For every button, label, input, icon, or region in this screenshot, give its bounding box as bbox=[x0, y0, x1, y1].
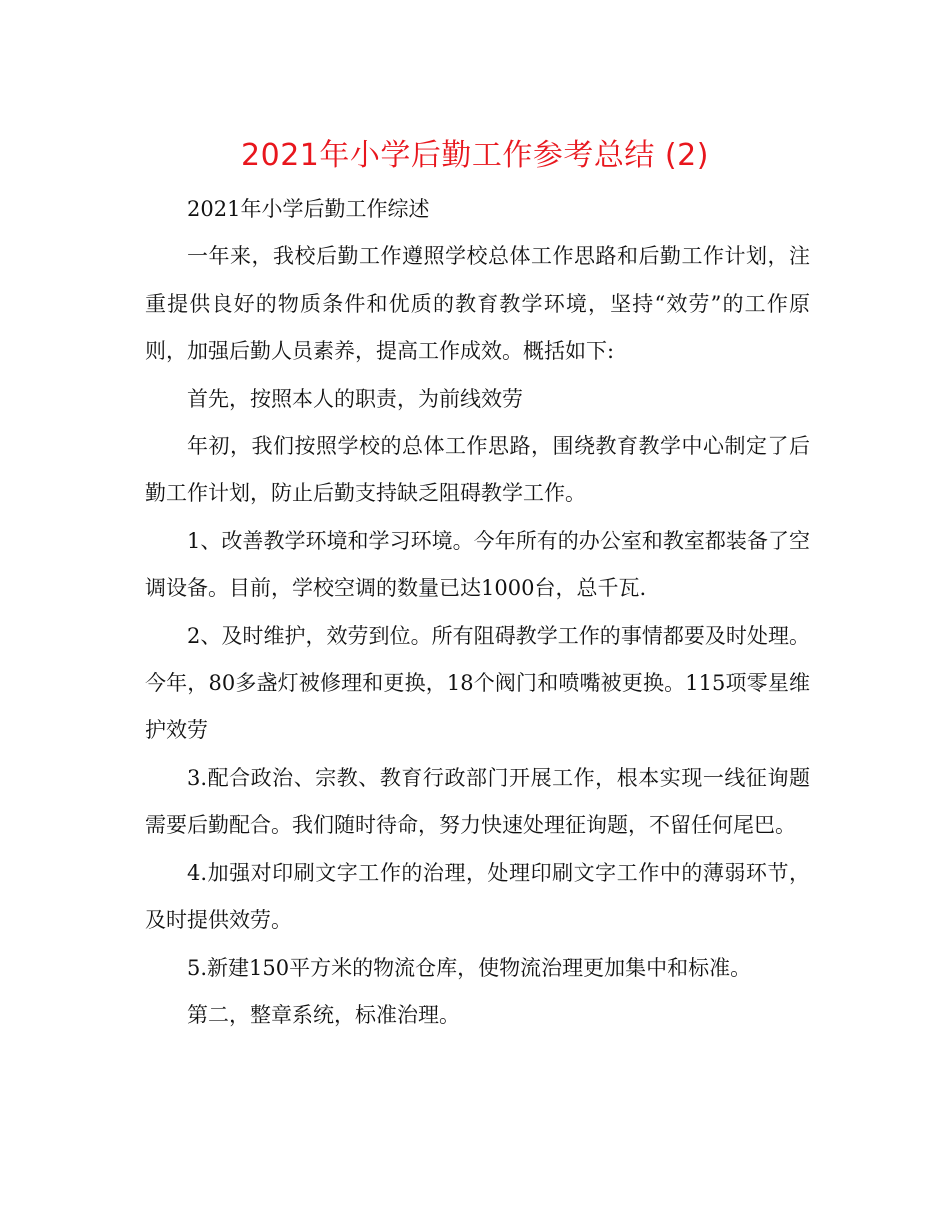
paragraph-item-5: 5.新建150平方米的物流仓库，使物流治理更加集中和标准。 bbox=[187, 955, 752, 980]
paragraph-item-2: 2、及时维护，效劳到位。所有阻碍教学工作的事情都要及时处理。今年，80多盏灯被修理和更换，18个阀门和喷嘴被更换。115项零星维护效劳 bbox=[145, 623, 810, 743]
paragraph-subtitle: 2021年小学后勤工作综述 bbox=[187, 197, 430, 221]
paragraph-plan: 年初，我们按照学校的总体工作思路，围绕教育教学中心制定了后勤工作计划，防止后勤支持缺乏阻碍教学工作。 bbox=[145, 434, 810, 506]
paragraph-item-1: 1、改善教学环境和学习环境。今年所有的办公室和教室都装备了空调设备。目前，学校空调的数量已达1000台，总千瓦. bbox=[145, 528, 810, 601]
paragraph-intro: 一年来，我校后勤工作遵照学校总体工作思路和后勤工作计划，注重提供良好的物质条件和优质的教育教学环境，坚持“效劳”的工作原则，加强后勤人员素养，提高工作成效。概括如下: bbox=[145, 244, 810, 364]
paragraph-item-3: 3.配合政治、宗教、教育行政部门开展工作，根本实现一线征询题需要后勤配合。我们随时待命，努力快速处理征询题，不留任何尾巴。 bbox=[145, 765, 810, 838]
document-body bbox=[145, 186, 810, 1039]
paragraph-section-second: 第二，整章系统，标准治理。 bbox=[187, 1002, 460, 1027]
paragraph-section-first: 首先，按照本人的职责，为前线效劳 bbox=[187, 386, 523, 411]
document-title: 2021年小学后勤工作参考总结 (2) bbox=[241, 138, 709, 173]
paragraph-item-4: 4.加强对印刷文字工作的治理，处理印刷文字工作中的薄弱环节，及时提供效劳。 bbox=[145, 860, 810, 933]
